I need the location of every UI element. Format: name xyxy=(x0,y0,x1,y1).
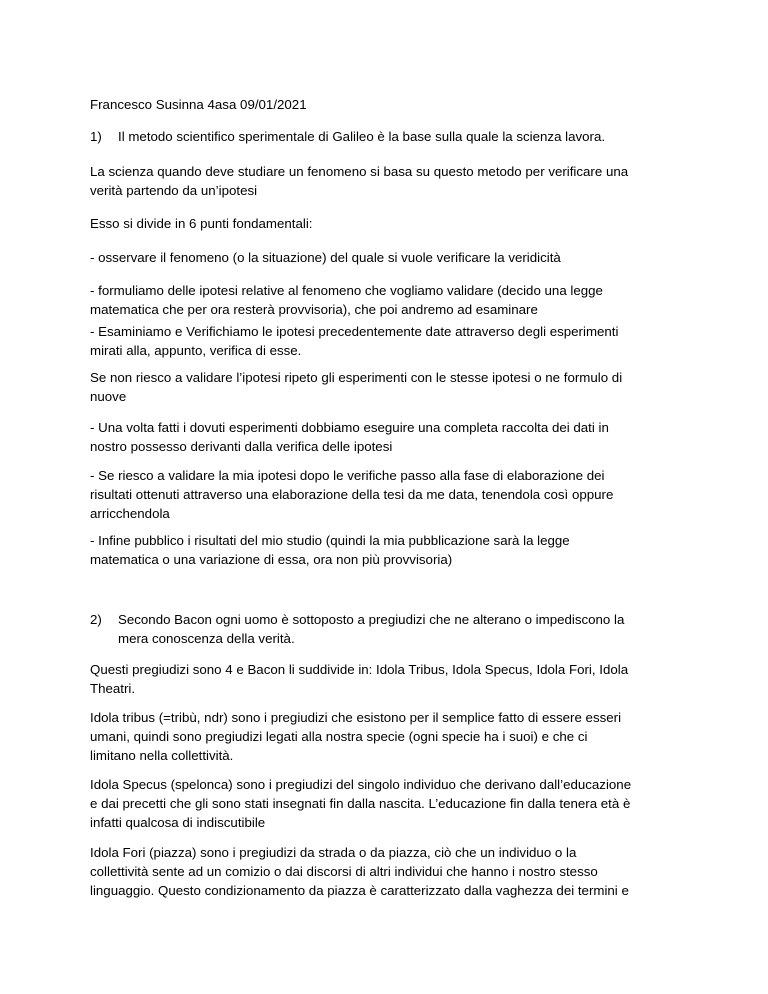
paragraph-line: arricchendola xyxy=(90,506,170,521)
paragraph-line: infatti qualcosa di indiscutibile xyxy=(90,815,266,830)
paragraph-line: Questi pregiudizi sono 4 e Bacon li suddivide in: Idola Tribus, Idola Specus, Idola Fori, Idola xyxy=(90,662,629,677)
paragraph-line: - Una volta fatti i dovuti esperimenti dobbiamo eseguire una completa raccolta dei dati in xyxy=(90,420,609,435)
paragraph-repeat xyxy=(90,368,690,406)
paragraph-line: - Infine pubblico i risultati del mio studio (quindi la mia pubblicazione sarà la legge xyxy=(90,533,570,548)
paragraph-line: Se non riesco a validare l’ipotesi ripeto gli esperimenti con le stesse ipotesi o ne formulo di xyxy=(90,370,623,385)
paragraph-six-points: Esso si divide in 6 punti fondamentali: xyxy=(90,216,313,231)
paragraph-line: Idola tribus (=tribù, ndr) sono i pregiudizi che esistono per il semplice fatto di essere esseri xyxy=(90,710,622,725)
paragraph-idola-fori xyxy=(90,843,690,900)
paragraph-line: matematica che per ora resterà provvisoria), che poi andremo ad esaminare xyxy=(90,302,538,317)
paragraph-line: mirati alla, appunto, verifica di esse. xyxy=(90,343,302,358)
question-2-line-1: Secondo Bacon ogni uomo è sottoposto a pregiudizi che ne alterano o impediscono la xyxy=(118,612,625,627)
step-elaborate xyxy=(90,466,690,523)
paragraph-line: risultati ottenuti attraverso una elaborazione della tesi da me data, tenendola così oppure xyxy=(90,487,614,502)
paragraph-line: - Esaminiamo e Verifichiamo le ipotesi precedentemente date attraverso degli esperimenti xyxy=(90,324,619,339)
document-header: Francesco Susinna 4asa 09/01/2021 xyxy=(90,97,307,112)
step-observe: - osservare il fenomeno (o la situazione) del quale si vuole verificare la veridicità xyxy=(90,250,561,265)
paragraph-scientific-method xyxy=(90,162,690,200)
question-2-number: 2) xyxy=(90,612,102,627)
paragraph-line: Idola Specus (spelonca) sono i pregiudizi del singolo individuo che derivano dall’educazione xyxy=(90,777,632,792)
step-publish xyxy=(90,531,690,569)
paragraph-line: Theatri. xyxy=(90,681,136,696)
question-1-text: Il metodo scientifico sperimentale di Galileo è la base sulla quale la scienza lavora. xyxy=(118,129,606,144)
paragraph-line: matematica o una variazione di essa, ora non più provvisoria) xyxy=(90,552,453,567)
paragraph-line: limitano nella collettività. xyxy=(90,748,234,763)
paragraph-line: Idola Fori (piazza) sono i pregiudizi da strada o da piazza, ciò che un individuo o la xyxy=(90,845,577,860)
question-1-number: 1) xyxy=(90,129,102,144)
step-hypothesis xyxy=(90,281,690,319)
paragraph-idola-tribus xyxy=(90,708,690,765)
paragraph-line: linguaggio. Questo condizionamento da piazza è caratterizzato dalla vaghezza dei termini e xyxy=(90,883,629,898)
paragraph-line: La scienza quando deve studiare un fenomeno si basa su questo metodo per verificare una xyxy=(90,164,629,179)
paragraph-line: - Se riesco a validare la mia ipotesi dopo le verifiche passo alla fase di elaborazione dei xyxy=(90,468,605,483)
paragraph-line: nostro possesso derivanti dalla verifica delle ipotesi xyxy=(90,439,393,454)
step-verify xyxy=(90,322,690,360)
paragraph-line: e dai precetti che gli sono stati insegnati fin dalla nascita. L’educazione fin dalla tenera età è xyxy=(90,796,631,811)
paragraph-line: verità partendo da un’ipotesi xyxy=(90,183,258,198)
paragraph-line: nuove xyxy=(90,389,127,404)
paragraph-line: collettività sente ad un comizio o dai discorsi di altri individui che hanno i nostro stesso xyxy=(90,864,598,879)
paragraph-four-idols xyxy=(90,660,690,698)
paragraph-idola-specus xyxy=(90,775,690,832)
paragraph-line: umani, quindi sono pregiudizi legati alla nostra specie (ogni specie ha i suoi) e che ci xyxy=(90,729,588,744)
step-collect-data xyxy=(90,418,690,456)
question-2-line-2: mera conoscenza della verità. xyxy=(118,631,295,646)
paragraph-line: - formuliamo delle ipotesi relative al fenomeno che vogliamo validare (decido una legge xyxy=(90,283,603,298)
